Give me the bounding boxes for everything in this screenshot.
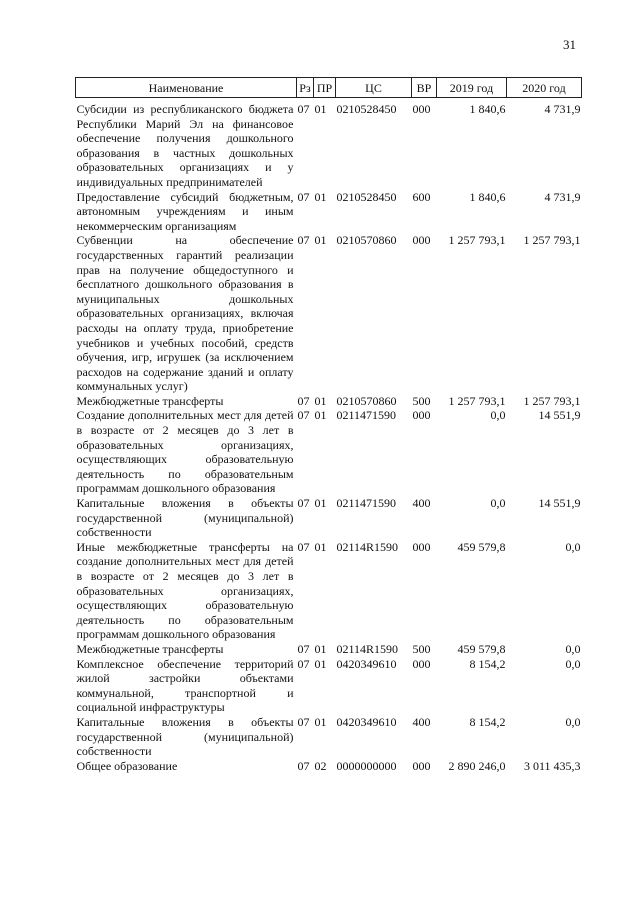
row-rz: 07 (297, 496, 310, 511)
row-rz: 07 (297, 656, 310, 671)
row-name: Предоставление субсидий бюджетным, автономным учреждениям и иным некоммерческим организациям (76, 189, 294, 233)
row-value-2020: 0,0 (565, 714, 581, 729)
row-value-2019: 459 579,8 (457, 539, 506, 554)
table-row (76, 98, 582, 190)
column-header-2019: 2019 год (437, 78, 507, 98)
row-value-2019: 1 257 793,1 (448, 393, 506, 408)
row-pr: 01 (314, 189, 327, 204)
row-vr: 500 (412, 641, 431, 656)
row-name: Субвенции на обеспечение государственных гарантий реализации прав на получение общедоступного и бесплатного дошкольного образования в муниципальных дошкольных образовательных организациях, включая расходы на оплату труда, приобретение учебников и учебных пособий, средств обучения, игр, игрушек (за исключением расходов на содержание зданий и оплату коммунальных услуг) (76, 233, 294, 394)
row-pr: 01 (314, 641, 327, 656)
row-vr: 600 (412, 189, 431, 204)
row-value-2019: 459 579,8 (457, 641, 506, 656)
row-value-2019: 1 840,6 (469, 102, 506, 116)
row-value-2019: 0,0 (490, 408, 506, 423)
row-value-2020: 0,0 (565, 641, 581, 656)
row-value-2019: 8 154,2 (469, 656, 506, 671)
row-pr: 01 (314, 393, 327, 408)
row-cs: 0420349610 (336, 656, 397, 671)
column-header-name: Наименование (76, 78, 297, 98)
table-header-row (76, 78, 582, 98)
row-vr: 400 (412, 496, 431, 511)
column-header-pr: ПР (314, 78, 336, 98)
row-rz: 07 (297, 189, 310, 204)
table-row (76, 642, 582, 657)
row-name: Общее образование (76, 758, 178, 773)
table-row (76, 233, 582, 394)
row-vr: 000 (412, 758, 431, 773)
table-row (76, 715, 582, 759)
row-name: Субсидии из республиканского бюджета Республики Марий Эл на финансовое обеспечение получения дошкольного образования в частных дошкольных образовательных организациях и у индивидуальных предпринимателей (76, 102, 294, 189)
row-cs: 02114R1590 (336, 539, 399, 554)
row-cs: 0211471590 (336, 408, 397, 423)
row-pr: 01 (314, 233, 327, 248)
column-header-cs: ЦС (336, 78, 412, 98)
row-vr: 000 (412, 539, 431, 554)
row-value-2019: 0,0 (490, 496, 506, 511)
budget-table (75, 77, 582, 773)
row-value-2019: 1 840,6 (469, 189, 506, 204)
row-value-2019: 2 890 246,0 (448, 758, 506, 773)
row-rz: 07 (297, 408, 310, 423)
row-cs: 0211471590 (336, 496, 397, 511)
table-row (76, 408, 582, 496)
row-name: Межбюджетные трансферты (76, 641, 224, 656)
row-rz: 07 (297, 714, 310, 729)
row-vr: 000 (412, 233, 431, 248)
row-rz: 07 (297, 393, 310, 408)
row-pr: 01 (314, 714, 327, 729)
row-value-2020: 0,0 (565, 656, 581, 671)
table-row (76, 657, 582, 715)
row-value-2020: 1 257 793,1 (523, 393, 581, 408)
column-header-vr: ВР (412, 78, 437, 98)
row-rz: 07 (297, 758, 310, 773)
row-value-2019: 8 154,2 (469, 714, 506, 729)
table-row (76, 496, 582, 540)
row-name: Межбюджетные трансферты (76, 393, 224, 408)
row-value-2020: 4 731,9 (544, 189, 581, 204)
row-pr: 01 (314, 408, 327, 423)
row-name: Иные межбюджетные трансферты на создание дополнительных мест для детей в возрасте от 2 месяцев до 3 лет в образовательных организациях, осуществляющих образовательную деятельность по образовательным программам дошкольного образования (76, 539, 294, 642)
row-vr: 400 (412, 714, 431, 729)
row-value-2020: 3 011 435,3 (523, 758, 581, 773)
row-vr: 500 (412, 393, 431, 408)
table-row (76, 540, 582, 642)
row-pr: 01 (314, 656, 327, 671)
row-rz: 07 (297, 539, 310, 554)
row-cs: 0000000000 (336, 758, 397, 773)
row-cs: 0210570860 (336, 233, 397, 248)
row-rz: 07 (297, 641, 310, 656)
row-value-2020: 14 551,9 (538, 408, 581, 423)
row-pr: 01 (314, 496, 327, 511)
row-rz: 07 (297, 233, 310, 248)
row-vr: 000 (412, 656, 431, 671)
row-pr: 02 (314, 758, 327, 773)
table-row (76, 190, 582, 234)
row-value-2020: 4 731,9 (544, 102, 581, 116)
table-row (76, 759, 582, 774)
row-cs: 0210528450 (336, 102, 397, 116)
row-cs: 0210570860 (336, 393, 397, 408)
row-name: Создание дополнительных мест для детей в возрасте от 2 месяцев до 3 лет в образовательных организациях, осуществляющих образовательную деятельность по образовательным программам дошкольного образования (76, 408, 294, 496)
row-cs: 0420349610 (336, 714, 397, 729)
row-name: Капитальные вложения в объекты государственной (муниципальной) собственности (76, 714, 294, 759)
row-value-2020: 14 551,9 (538, 496, 581, 511)
row-vr: 000 (412, 408, 431, 423)
row-cs: 02114R1590 (336, 641, 399, 656)
row-value-2020: 0,0 (565, 539, 581, 554)
row-value-2020: 1 257 793,1 (523, 233, 581, 248)
row-pr: 01 (314, 102, 327, 116)
row-rz: 07 (297, 102, 310, 116)
column-header-rz: Рз (297, 78, 314, 98)
row-name: Капитальные вложения в объекты государственной (муниципальной) собственности (76, 496, 294, 540)
row-name: Комплексное обеспечение территорий жилой застройки объектами коммунальной, транспортной и социальной инфраструктуры (76, 656, 294, 715)
row-value-2019: 1 257 793,1 (448, 233, 506, 248)
table-row (76, 394, 582, 409)
column-header-2020: 2020 год (507, 78, 582, 98)
page-number: 31 (563, 37, 576, 52)
row-vr: 000 (412, 102, 431, 116)
row-pr: 01 (314, 539, 327, 554)
row-cs: 0210528450 (336, 189, 397, 204)
